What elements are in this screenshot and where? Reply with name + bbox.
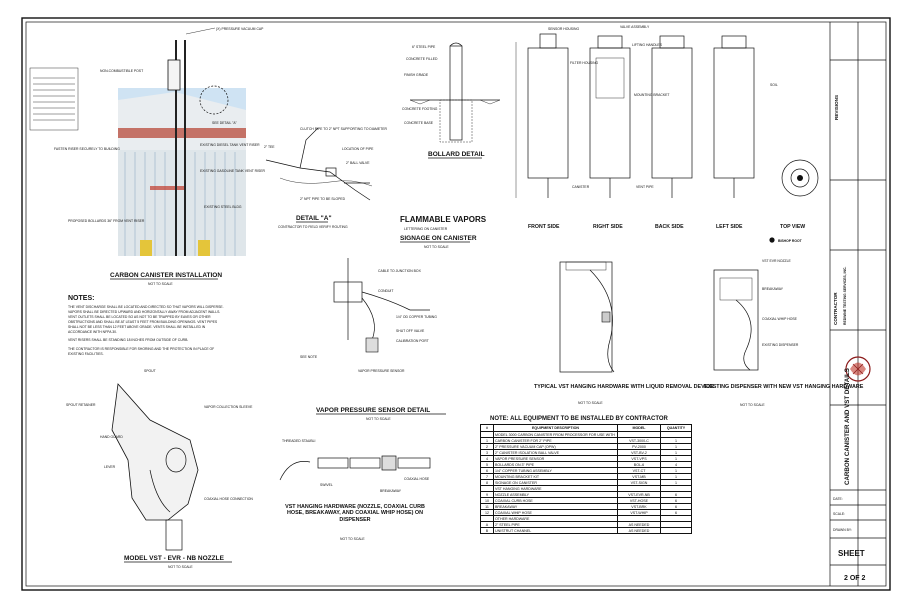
drawing-title: CARBON CANISTER AND VST DETAILS xyxy=(844,368,851,485)
sensor-scale: NOT TO SCALE xyxy=(366,417,391,421)
signage-sign-text: FLAMMABLE VAPORS xyxy=(400,215,487,224)
contractor-label: CONTRACTOR xyxy=(833,292,838,325)
cell-number: B xyxy=(481,528,494,534)
view-label-right: RIGHT SIDE xyxy=(593,224,623,230)
title-block xyxy=(830,22,886,586)
cell-model: VST-MB xyxy=(618,474,661,480)
nozzle-callout-retainer: SPOUT RETAINER xyxy=(66,403,96,407)
existing-dispenser-detail xyxy=(704,259,864,407)
cell-quantity: 6 xyxy=(661,492,692,498)
view-label-front: FRONT SIDE xyxy=(528,224,560,230)
cell-number: 4 xyxy=(481,456,494,462)
cell-number: 9 xyxy=(481,492,494,498)
dispenser-title: EXISTING DISPENSER WITH NEW VST HANGING HARDWARE xyxy=(704,384,864,390)
callout-gas-riser: EXISTING GASOLINE TANK VENT RISER xyxy=(200,169,266,173)
cell-description: CARBON CANISTER FOR 2" PIPE xyxy=(494,438,618,444)
vst-callout-swivel: SWIVEL xyxy=(320,483,333,487)
elev-callout-sensor: SENSOR HOUSING xyxy=(548,27,580,31)
cell-quantity: 1 xyxy=(661,438,692,444)
nozzle-callout-coax: COAXIAL HOSE CONNECTION xyxy=(204,497,253,501)
nozzle-callout-spout: SPOUT xyxy=(144,369,156,373)
cell-description: BOLLARDS ON 3" PIPE xyxy=(494,462,618,468)
notes-line-5: SHALL NOT BE LESS THAN 12 FEET ABOVE GRADE. VENTS SHALL BE INSTALLED IN xyxy=(68,325,206,329)
vst-callout-hose: COAXIAL HOSE xyxy=(404,477,430,481)
detail-a-subtitle: CONTRACTOR TO FIELD VERIFY ROUTING xyxy=(278,225,348,229)
notes-line-9: EXISTING FACILITIES. xyxy=(68,352,104,356)
callout-pv-cap: (X) PRESSURE VACUUM CAP xyxy=(216,27,264,31)
cell-quantity xyxy=(661,528,692,534)
col-header-quantity: QUANTITY xyxy=(661,425,692,432)
cell-model: VST-WHIP xyxy=(618,510,661,516)
equipment-table xyxy=(480,424,692,534)
cell-model: VST-3000-C xyxy=(618,438,661,444)
callout-post: NON-COMBUSTIBLE POST xyxy=(100,69,144,73)
canister-installation-title: CARBON CANISTER INSTALLATION xyxy=(110,272,223,279)
callout-diesel-riser: EXISTING DIESEL TANK VENT RISER xyxy=(200,143,260,147)
cell-description: 1/4" COPPER TUBING ASSEMBLY xyxy=(494,468,618,474)
cell-description: NOZZLE ASSEMBLY xyxy=(494,492,618,498)
detail-a-callout-slope: 2" NPT PIPE TO BE SLOPED xyxy=(300,197,346,201)
liquid-removal-scale: NOT TO SCALE xyxy=(578,401,603,405)
dispenser-callout-nozzle: VST EVR NOZZLE xyxy=(762,259,791,263)
bollard-title: BOLLARD DETAIL xyxy=(428,151,485,158)
sheet-label: SHEET xyxy=(838,549,865,558)
col-header-model: MODEL xyxy=(618,425,661,432)
sensor-callout-tubing: 1/4" OD COPPER TUBING xyxy=(396,315,437,319)
cell-description: MOUNTING BRACKET KIT xyxy=(494,474,618,480)
sensor-callout-note: SEE NOTE xyxy=(300,355,318,359)
dispenser-scale: NOT TO SCALE xyxy=(740,403,765,407)
cell-number: 1 xyxy=(481,438,494,444)
sensor-title: VAPOR PRESSURE SENSOR DETAIL xyxy=(316,407,431,414)
notes-line-1: THE VENT DISCHARGE SHALL BE LOCATED AND DIRECTED SO THAT VAPORS WILL DISPERSE. xyxy=(68,305,224,309)
vst-hardware-scale: NOT TO SCALE xyxy=(340,537,365,541)
cell-description: 2" STEEL PIPE xyxy=(494,522,618,528)
signage-detail xyxy=(400,215,487,249)
cell-number: A xyxy=(481,522,494,528)
notes-line-2: VAPORS SHALL BE DIRECTED UPWARD AND HORIZONTALLY AWAY FROM ADJACENT WALLS. xyxy=(68,310,221,314)
top-view xyxy=(782,160,818,196)
elev-callout-vent: VENT PIPE xyxy=(636,185,654,189)
cell-model: AS NEEDED xyxy=(618,522,661,528)
notes-line-8: THE CONTRACTOR IS RESPONSIBLE FOR SHORING AND THE PROTECTION IN PLACE OF xyxy=(68,347,215,351)
vst-callout-breakaway: BREAKAWAY xyxy=(380,489,401,493)
signage-scale: NOT TO SCALE xyxy=(424,245,449,249)
sensor-callout-sensor: VAPOR PRESSURE SENSOR xyxy=(358,369,405,373)
back-view xyxy=(652,36,692,198)
cell-model: VST-EVR-NB xyxy=(618,492,661,498)
cell-model: BOL-6 xyxy=(618,462,661,468)
notes-line-3: VENT OUTLETS SHALL BE LOCATED SO AS NOT TO BE TRAPPED BY EAVES OR OTHER xyxy=(68,315,211,319)
cell-number: 8 xyxy=(481,480,494,486)
cell-number: 6 xyxy=(481,468,494,474)
view-label-left: LEFT SIDE xyxy=(716,224,743,230)
dispenser-callout-whip: COAXIAL WHIP HOSE xyxy=(762,317,797,321)
nozzle-scale: NOT TO SCALE xyxy=(168,565,193,569)
cell-model: AS NEEDED xyxy=(618,528,661,534)
cell-description: UNISTRUT CHANNEL xyxy=(494,528,618,534)
cell-description: BREAKAWAY xyxy=(494,504,618,510)
cell-model: VST-HOSE xyxy=(618,498,661,504)
nozzle-callout-lever: LEVER xyxy=(104,465,116,469)
cell-number: 12 xyxy=(481,510,494,516)
elev-callout-canister: CANISTER xyxy=(572,185,590,189)
cell-model: VST-CT xyxy=(618,468,661,474)
cell-number: 3 xyxy=(481,450,494,456)
elev-callout-valve: VALVE ASSEMBLY xyxy=(620,25,650,29)
cell-number: 11 xyxy=(481,504,494,510)
elev-callout-lifting: LIFTING HANDLES xyxy=(632,43,662,47)
contractor-name: REDWINE TESTING SERVICES, INC. xyxy=(843,266,847,325)
view-label-top: TOP VIEW xyxy=(780,224,806,230)
sensor-callout-conduit: CONDUIT xyxy=(378,289,394,293)
sheet-number: 2 OF 2 xyxy=(844,575,866,582)
signage-sign-subtext: LETTERING ON CANISTER xyxy=(404,227,448,231)
cell-model: PV-2000 xyxy=(618,444,661,450)
cell-quantity: 4 xyxy=(661,462,692,468)
cell-quantity: 1 xyxy=(661,480,692,486)
cell-model: VST-BV-2 xyxy=(618,450,661,456)
equipment-table-header xyxy=(481,425,692,432)
left-view xyxy=(714,36,754,198)
date-label: DATE: xyxy=(833,497,843,501)
notes-line-4: OBSTRUCTIONS AND SHALL BE AT LEAST 5 FEET FROM BUILDING OPENINGS. VENT PIPES xyxy=(68,320,218,324)
cell-quantity: 1 xyxy=(661,456,692,462)
cell-quantity: 6 xyxy=(661,510,692,516)
col-header-number: # xyxy=(481,425,494,432)
cell-description: VST HANGING HARDWARE xyxy=(494,486,618,492)
callout-see-detail: SEE DETAIL "A" xyxy=(212,121,237,125)
detail-a xyxy=(264,127,387,229)
brand-logo-text: BISHOP ROOT xyxy=(778,239,802,243)
cell-description: OTHER HARDWARE xyxy=(494,516,618,522)
detail-a-callout-valve: 2" BALL VALVE xyxy=(346,161,370,165)
vst-hardware-title: VST HANGING HARDWARE (NOZZLE, COAXIAL CURB HOSE, BREAKAWAY, AND COAXIAL WHIP HOSE) ON DISPENSER xyxy=(285,504,425,523)
nozzle-detail xyxy=(66,369,253,569)
callout-fasten: FASTEN RISER SECURELY TO BUILDING xyxy=(54,147,120,151)
detail-a-callout-location: LOCATION OF PIPE xyxy=(342,147,374,151)
cell-description: 2" PRESSURE VACUUM CAP (OPW) xyxy=(494,444,618,450)
nozzle-title: MODEL VST - EVR - NB NOZZLE xyxy=(124,555,224,562)
revisions-label: REVISIONS xyxy=(834,94,839,120)
general-notes xyxy=(68,295,224,356)
cell-number: 10 xyxy=(481,498,494,504)
cell-description: COAXIAL CURB HOSE xyxy=(494,498,618,504)
bollard-callout-fill: CONCRETE FILLED xyxy=(406,57,438,61)
bollard-detail xyxy=(402,43,500,158)
cell-quantity: 1 xyxy=(661,468,692,474)
canister-elevations xyxy=(516,25,818,243)
notes-line-7: VENT RISERS SHALL BE STANDING 18 INCHES FROM OUTSIDE OF CURB. xyxy=(68,338,189,342)
detail-a-callout-tee: 2" TEE xyxy=(264,145,275,149)
equipment-table-note xyxy=(490,416,669,422)
cell-quantity: 1 xyxy=(661,444,692,450)
elev-callout-filter: FILTER HOUSING xyxy=(570,61,599,65)
bollard-callout-pipe: 6" STEEL PIPE xyxy=(412,45,436,49)
cell-number: 7 xyxy=(481,474,494,480)
nozzle-callout-sleeve: VAPOR COLLECTION SLEEVE xyxy=(204,405,253,409)
liquid-removal-title: TYPICAL VST HANGING HARDWARE WITH LIQUID REMOVAL DEVICE xyxy=(534,384,714,390)
sensor-callout-calib: CALIBRATION PORT xyxy=(396,339,429,343)
elev-callout-bracket: MOUNTING BRACKET xyxy=(634,93,670,97)
cell-model: VST-BRK xyxy=(618,504,661,510)
col-header-description: EQUIPMENT DESCRIPTION xyxy=(494,425,618,432)
cell-description: COAXIAL WHIP HOSE xyxy=(494,510,618,516)
cell-quantity: 6 xyxy=(661,498,692,504)
cell-model: VST-SIGN xyxy=(618,480,661,486)
cell-description: 2" CANISTER ISOLATION BALL VALVE xyxy=(494,450,618,456)
cell-quantity: 1 xyxy=(661,450,692,456)
sensor-callout-shutoff: SHUT OFF VALVE xyxy=(396,329,425,333)
cell-model: VST-VPS xyxy=(618,456,661,462)
cell-description: VAPOR PRESSURE SENSOR xyxy=(494,456,618,462)
notes-line-6: ACCORDANCE WITH NFPA 30. xyxy=(68,330,117,334)
cell-number: 2 xyxy=(481,444,494,450)
liquid-removal-detail xyxy=(534,262,714,405)
dispenser-callout-breakaway: BREAKAWAY xyxy=(762,287,783,291)
dispenser-callout-existing: EXISTING DISPENSER xyxy=(762,343,799,347)
cell-quantity: 1 xyxy=(661,474,692,480)
notes-heading: NOTES: xyxy=(68,295,95,302)
canister-installation-detail xyxy=(30,27,266,286)
cell-description: SIGNAGE ON CANISTER xyxy=(494,480,618,486)
callout-building: EXISTING STEEL BLDG xyxy=(204,205,242,209)
bollard-callout-base: CONCRETE BASE xyxy=(404,121,434,125)
bollard-callout-grade: FINISH GRADE xyxy=(404,73,429,77)
sensor-callout-cable: CABLE TO JUNCTION BOX xyxy=(378,269,421,273)
cell-quantity: 6 xyxy=(661,504,692,510)
vst-hose-assembly xyxy=(280,439,430,541)
vst-callout-staubli: THREADED STAUBLI xyxy=(282,439,316,443)
elev-callout-soil: SOIL xyxy=(770,83,778,87)
cell-number: 5 xyxy=(481,462,494,468)
bollard-callout-footing: CONCRETE FOOTING xyxy=(402,107,438,111)
signage-title: SIGNAGE ON CANISTER xyxy=(400,235,477,242)
callout-bollards: PROPOSED BOLLARDS 36" FROM VENT RISER xyxy=(68,219,145,223)
detail-a-title: DETAIL "A" xyxy=(296,215,332,222)
detail-a-callout-clutch: CLUTCH PIPE TO 2" NPT SUPPORTING TO DIAMETER xyxy=(300,127,387,131)
equipment-note: NOTE: ALL EQUIPMENT TO BE INSTALLED BY CONTRACTOR xyxy=(490,416,668,422)
drawn-by-label: DRAWN BY: xyxy=(833,528,852,532)
canister-installation-scale: NOT TO SCALE xyxy=(148,282,173,286)
front-view xyxy=(516,34,568,198)
cell-description: MODEL 3000 CARBON CANISTER FROM PROCESSOR FOR USE WITH xyxy=(494,432,618,438)
scale-label: SCALE: xyxy=(833,512,846,516)
view-label-back: BACK SIDE xyxy=(655,224,684,230)
table-row xyxy=(481,528,692,534)
sensor-detail xyxy=(300,258,446,421)
nozzle-callout-guard: HAND GUARD xyxy=(100,435,123,439)
